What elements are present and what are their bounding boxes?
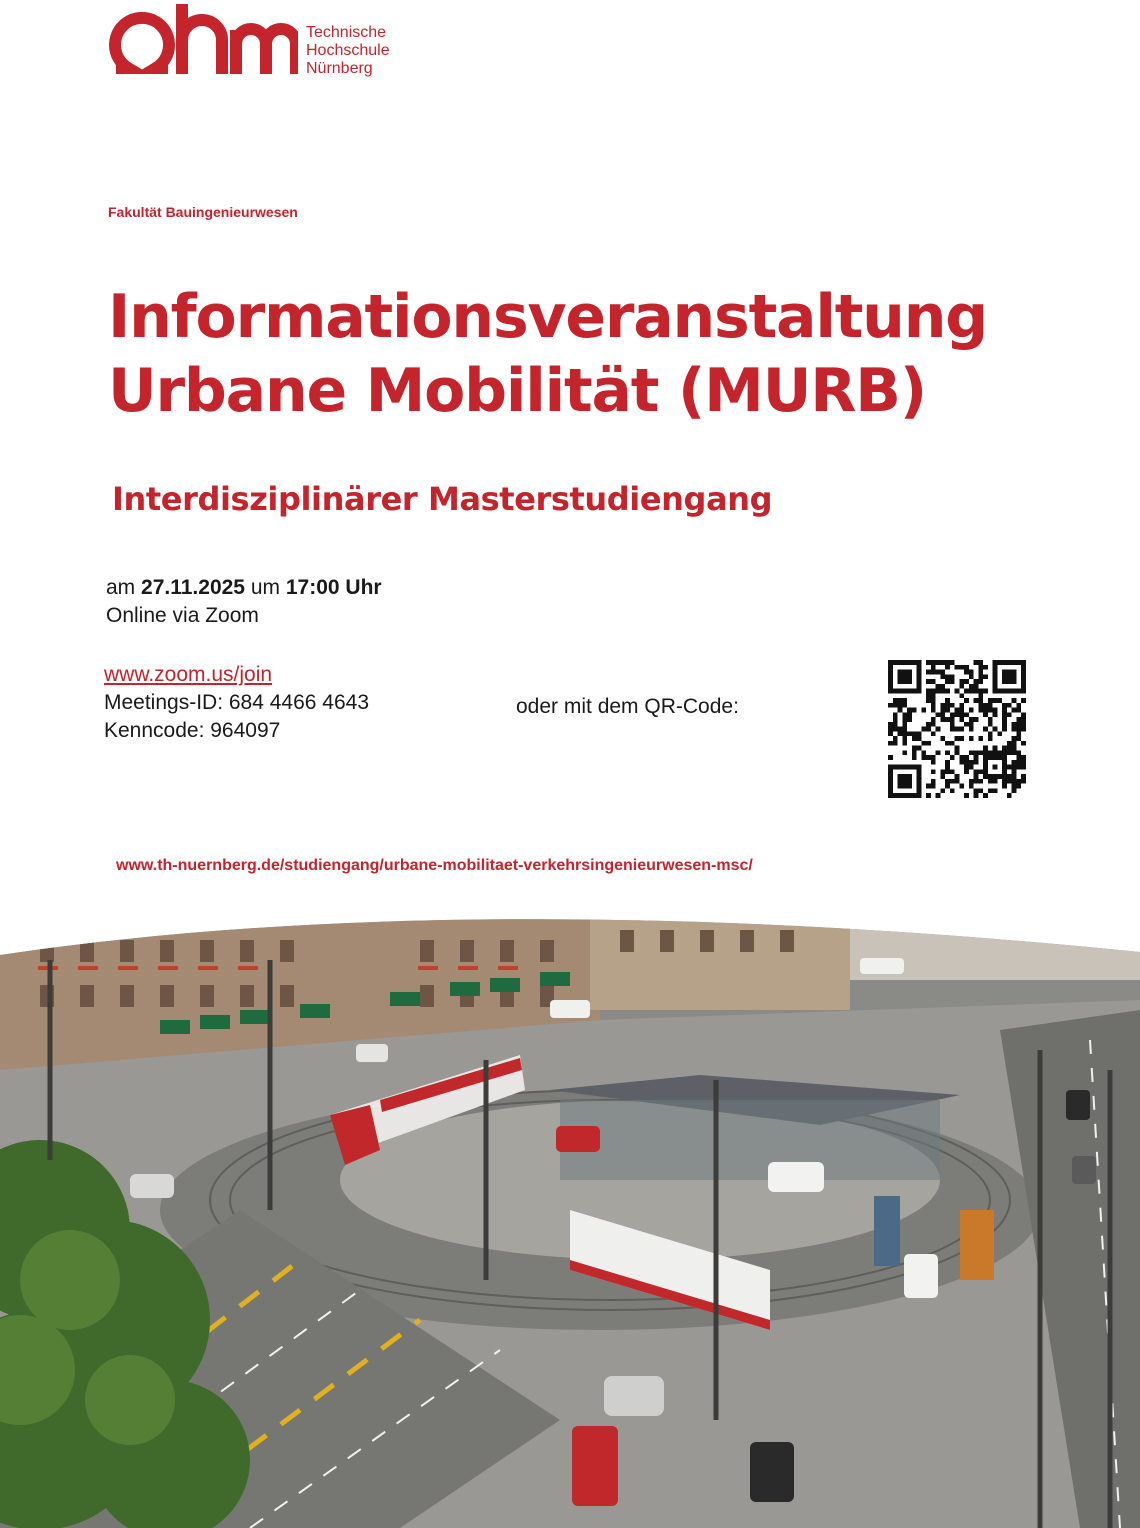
tram-square-photo <box>0 900 1140 1528</box>
event-date-line <box>106 576 382 600</box>
logo-institution-name <box>306 24 390 78</box>
meeting-id: Meetings-ID: 684 4466 4643 <box>104 691 370 714</box>
faculty-label: Fakultät Bauingenieurwesen <box>108 204 298 220</box>
title-line-2: Urbane Mobilität (MURB) <box>108 356 926 426</box>
ohm-logo-mark <box>108 4 298 78</box>
program-website-link[interactable]: www.th-nuernberg.de/studiengang/urbane-mobilitaet-verkehrsingenieurwesen-msc/ <box>116 857 753 874</box>
date-prefix: am <box>106 576 136 599</box>
qr-code-label: oder mit dem QR-Code: <box>516 695 739 718</box>
page-subtitle: Interdisziplinärer Masterstudiengang <box>112 480 773 518</box>
logo-line-1: Technische <box>306 24 387 41</box>
logo-line-3: Nürnberg <box>306 60 373 77</box>
event-time: 17:00 Uhr <box>285 576 382 599</box>
time-prefix: um <box>250 576 281 599</box>
zoom-join-link[interactable]: www.zoom.us/join <box>104 663 273 686</box>
title-line-1: Informationsveranstaltung <box>108 282 987 352</box>
meeting-passcode: Kenncode: 964097 <box>104 719 281 742</box>
logo-line-2: Hochschule <box>306 42 390 59</box>
event-date: 27.11.2025 <box>141 576 245 599</box>
page-title <box>108 280 987 428</box>
qr-code-icon[interactable] <box>888 660 1026 798</box>
event-location: Online via Zoom <box>106 604 259 627</box>
university-logo <box>108 4 428 84</box>
